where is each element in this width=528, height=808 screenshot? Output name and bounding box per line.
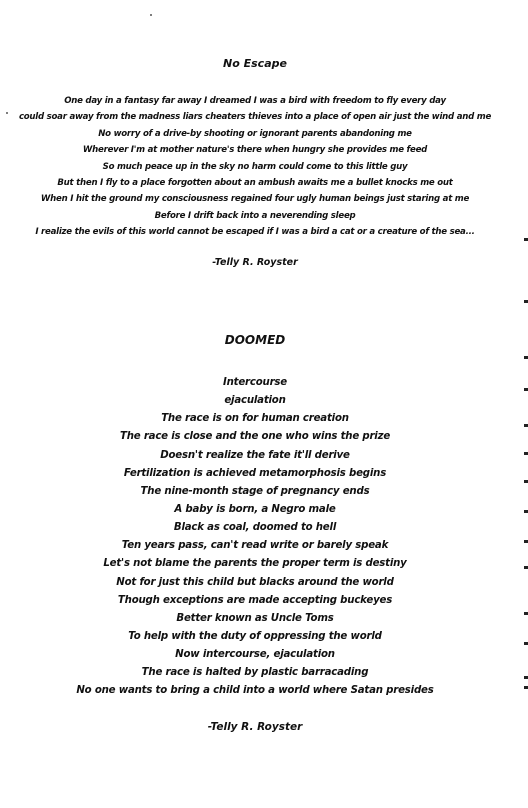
poem-line: Better known as Uncle Toms xyxy=(176,612,334,624)
poem-author: -Telly R. Royster xyxy=(212,256,298,268)
poem-line: Fertilization is achieved metamorphosis begins xyxy=(123,467,387,479)
poem-line: No worry of a drive-by shooting or ignorant parents abandoning me xyxy=(98,128,412,139)
poem-line: Let's not blame the parents the proper term is destiny xyxy=(103,558,407,570)
poem-title: DOOMED xyxy=(224,333,286,347)
poem-line: But then I fly to a place forgotten about an ambush awaits me a bullet knocks me out xyxy=(57,177,453,188)
poem-line: Though exceptions are made accepting buckeyes xyxy=(117,594,393,606)
poem-line: Intercourse xyxy=(223,377,287,388)
poem-line: To help with the duty of oppressing the world xyxy=(128,630,382,642)
scan-edge-mark xyxy=(524,480,528,483)
poem-line: One day in a fantasy far away I dreamed I was a bird with freedom to fly every day xyxy=(64,96,446,106)
scan-edge-mark xyxy=(524,300,528,303)
poem-line: The race is on for human creation xyxy=(161,413,349,425)
poem-line: I realize the evils of this world cannot be escaped if I was a bird a cat or a creature of the sea... xyxy=(35,227,475,238)
poem-line: The race is close and the one who wins the prize xyxy=(119,431,391,443)
poem-line: A baby is born, a Negro male xyxy=(174,503,336,515)
poem-line: The nine-month stage of pregnancy ends xyxy=(140,485,370,497)
scan-edge-mark xyxy=(524,566,528,569)
poem-line: So much peace up in the sky no harm could come to this little guy xyxy=(102,161,408,172)
scan-edge-mark xyxy=(524,540,528,543)
poem-line: Not for just this child but blacks around the world xyxy=(116,576,394,588)
poem-line: could soar away from the madness liars cheaters thieves into a place of open air just the wind and me xyxy=(18,112,492,123)
scan-edge-mark xyxy=(524,388,528,391)
poem-line: Now intercourse, ejaculation xyxy=(175,649,335,661)
scan-edge-mark xyxy=(524,612,528,615)
scan-speck xyxy=(6,112,8,114)
scan-edge-mark xyxy=(524,238,528,241)
scan-edge-mark xyxy=(524,686,528,689)
poem-author: -Telly R. Royster xyxy=(207,720,303,733)
poem-body xyxy=(0,374,510,701)
poem-line: ejaculation xyxy=(224,395,286,407)
poem-line: Ten years pass, can't read write or barely speak xyxy=(121,540,389,552)
scan-edge-mark xyxy=(524,424,528,427)
scan-edge-mark xyxy=(524,642,528,645)
scan-edge-mark xyxy=(524,510,528,513)
poem-line: Wherever I'm at mother nature's there when hungry she provides me feed xyxy=(82,145,428,156)
scan-edge-mark xyxy=(524,676,528,679)
poem-line: Before I drift back into a neverending sleep xyxy=(154,210,356,221)
poem-line: No one wants to bring a child into a world where Satan presides xyxy=(76,685,434,697)
scan-speck xyxy=(150,14,152,16)
poem-body xyxy=(0,93,510,241)
scan-edge-mark xyxy=(524,356,528,359)
poem-line: Doesn't realize the fate it'll derive xyxy=(160,449,350,461)
poem-line: When I hit the ground my consciousness regained four ugly human beings just staring at me xyxy=(40,194,470,205)
poem-doomed xyxy=(0,334,510,733)
poem-no-escape xyxy=(0,58,510,268)
poem-line: Black as coal, doomed to hell xyxy=(173,522,337,534)
scan-edge-mark xyxy=(524,452,528,455)
poem-line: The race is halted by plastic barracading xyxy=(141,667,369,679)
poem-title: No Escape xyxy=(223,57,287,70)
